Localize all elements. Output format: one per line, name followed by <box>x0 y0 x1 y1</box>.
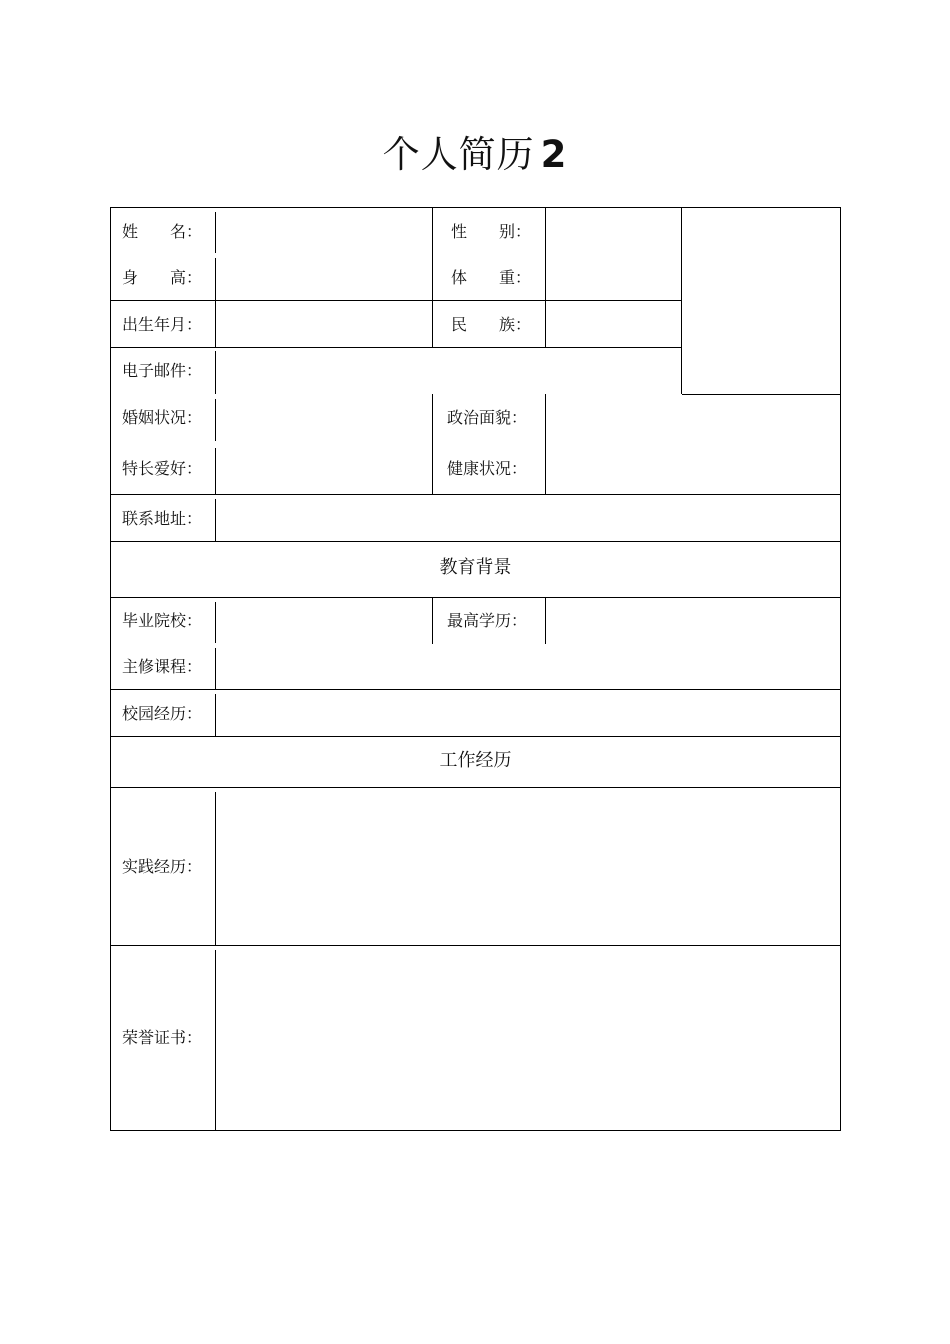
value-degree[interactable] <box>548 599 838 643</box>
label-hobby: 特长爱好： <box>122 459 203 478</box>
col-line <box>215 648 216 689</box>
photo-col-line <box>681 207 682 394</box>
col-line <box>215 212 216 253</box>
section-education: 教育背景 <box>439 557 512 578</box>
value-school[interactable] <box>218 599 430 643</box>
value-political[interactable] <box>548 396 838 444</box>
row-line <box>110 541 841 542</box>
page-title <box>0 124 950 178</box>
value-birth[interactable] <box>218 302 430 345</box>
label-health: 健康状况： <box>447 459 528 478</box>
value-ethnicity[interactable] <box>548 302 679 345</box>
col-line <box>215 448 216 494</box>
label-weight: 体 重： <box>451 268 532 287</box>
col-line <box>215 602 216 643</box>
label-campus: 校园经历： <box>122 704 203 723</box>
value-gender[interactable] <box>548 210 679 254</box>
value-hobby[interactable] <box>218 446 430 492</box>
col-line <box>215 694 216 736</box>
table-border-top <box>110 207 841 208</box>
label-political: 政治面貌： <box>447 408 528 427</box>
label-height: 身 高： <box>122 268 203 287</box>
label-school: 毕业院校： <box>122 611 203 630</box>
title-text: 个人简历 <box>382 133 535 176</box>
label-gender: 性 别： <box>451 222 532 241</box>
table-border-left <box>110 207 111 1131</box>
label-email: 电子邮件： <box>122 361 203 380</box>
col-line <box>215 499 216 541</box>
photo-area[interactable] <box>684 210 838 392</box>
col-line <box>545 394 546 494</box>
section-work: 工作经历 <box>439 750 512 771</box>
label-address: 联系地址： <box>122 509 203 528</box>
value-address[interactable] <box>218 496 838 539</box>
title-number: 2 <box>540 133 568 176</box>
label-degree: 最高学历： <box>447 611 528 630</box>
col-line <box>215 950 216 1130</box>
value-height[interactable] <box>218 256 430 298</box>
row-line <box>110 689 841 690</box>
row-line <box>110 300 682 301</box>
value-email[interactable] <box>218 349 679 392</box>
value-campus[interactable] <box>218 691 838 734</box>
row-line <box>110 945 841 946</box>
label-honors: 荣誉证书： <box>122 1028 203 1047</box>
value-courses[interactable] <box>218 646 838 687</box>
col-line <box>215 399 216 441</box>
value-honors[interactable] <box>218 947 838 1128</box>
label-name: 姓 名： <box>122 222 203 241</box>
table-border-bottom <box>110 1130 841 1131</box>
col-line <box>545 597 546 644</box>
value-weight[interactable] <box>548 256 679 298</box>
value-health[interactable] <box>548 446 838 492</box>
col-line <box>215 258 216 300</box>
col-line <box>215 351 216 394</box>
label-ethnicity: 民 族： <box>451 315 532 334</box>
row-line <box>682 394 840 395</box>
label-practice: 实践经历： <box>122 857 203 876</box>
table-border-right <box>840 207 841 1131</box>
col-line <box>432 207 433 347</box>
row-line <box>110 597 841 598</box>
row-line <box>110 736 841 737</box>
value-practice[interactable] <box>218 789 838 943</box>
value-name[interactable] <box>218 210 430 254</box>
col-line <box>545 207 546 347</box>
col-line <box>215 792 216 945</box>
row-line <box>110 347 682 348</box>
value-marital[interactable] <box>218 396 430 444</box>
col-line <box>215 300 216 347</box>
row-line <box>110 787 841 788</box>
label-birth: 出生年月： <box>122 315 203 334</box>
col-line <box>432 597 433 644</box>
row-line <box>110 494 841 495</box>
col-line <box>432 394 433 494</box>
label-marital: 婚姻状况： <box>122 408 203 427</box>
label-courses: 主修课程： <box>122 657 203 676</box>
